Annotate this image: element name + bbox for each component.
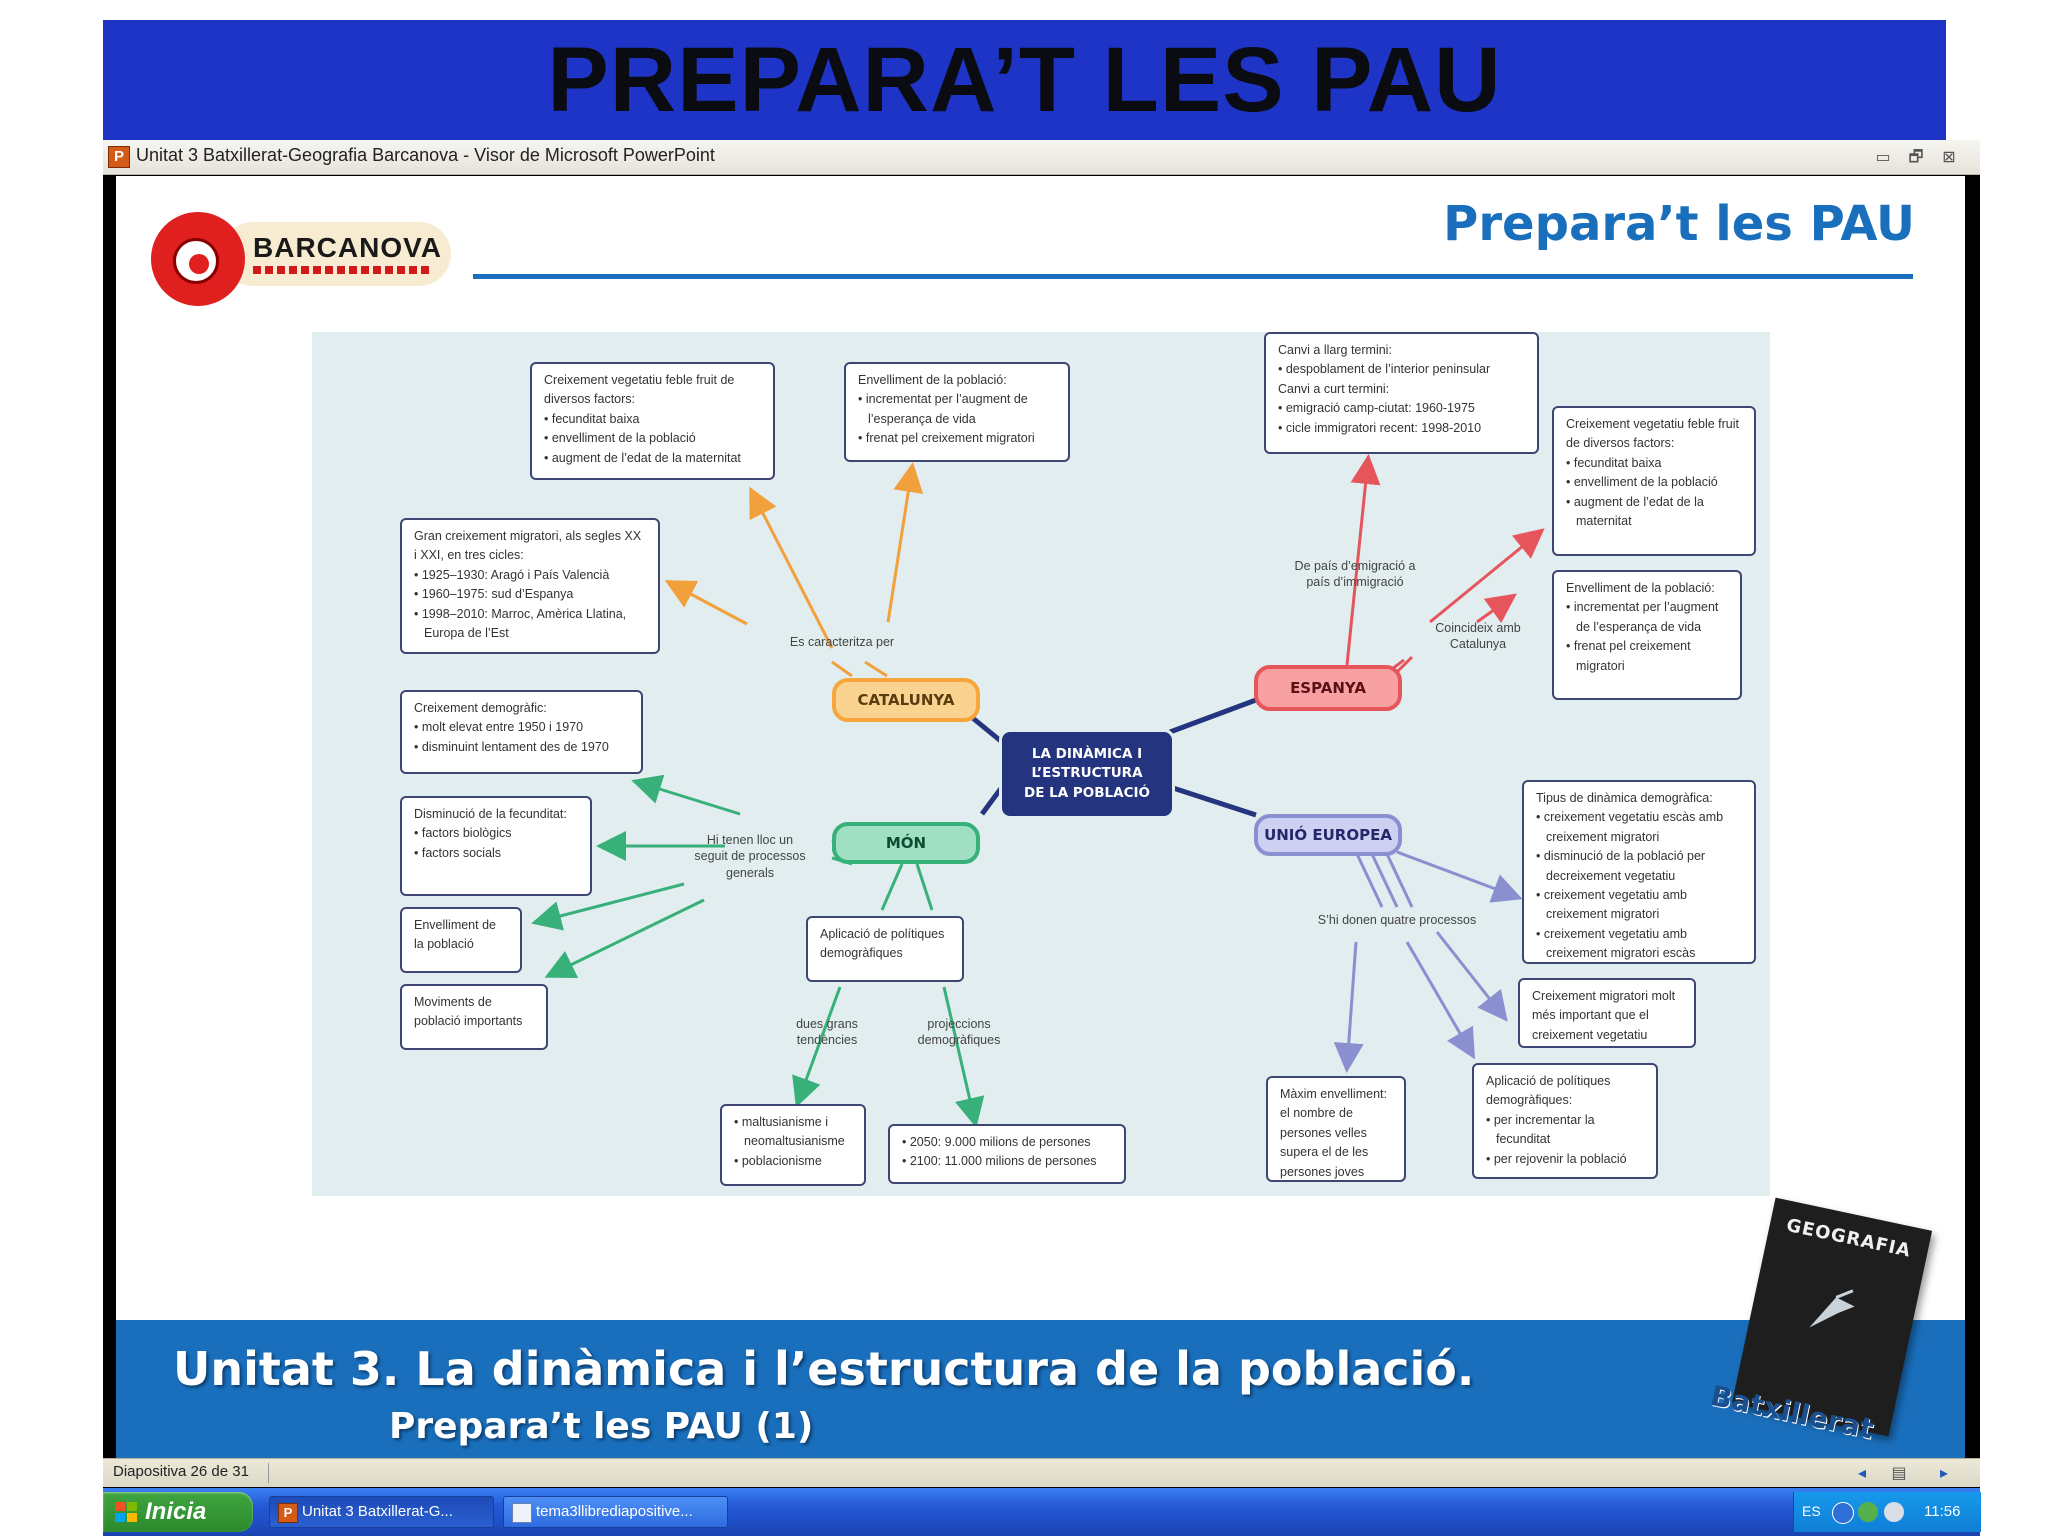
logo-text: BARCANOVA	[253, 232, 442, 263]
box-mon-fecunditat: Disminució de la fecunditat: • factors biològics • factors socials	[400, 796, 592, 896]
center-topic: LA DINÀMICA I L’ESTRUCTURA DE LA POBLACIÓ	[1002, 732, 1172, 816]
label-dues-tendencies: dues grans tendències	[796, 1017, 858, 1048]
node-unio-europea: UNIÓ EUROPEA	[1254, 814, 1402, 856]
heading-rule	[473, 274, 1913, 279]
box-esp-envelliment: Envelliment de la població: • incrementat per l’augment de l’esperança de vida • frenat pel creixement migratori	[1552, 570, 1742, 700]
window-titlebar[interactable]	[103, 140, 1980, 175]
taskbar-item-label: Unitat 3 Batxillerat-G...	[302, 1503, 453, 1520]
box-mon-moviments: Moviments de població importants	[400, 984, 548, 1050]
slide-footer-title: Unitat 3. La dinàmica i l’estructura de la població.	[173, 1342, 1475, 1396]
book-title: GEOGRAFIA	[1784, 1214, 1913, 1262]
tray-app-icon[interactable]	[1884, 1502, 1904, 1522]
box-ue-creixement-migratori: Creixement migratori molt més important que el creixement vegetatiu	[1518, 978, 1696, 1048]
slide-counter: Diapositiva 26 de 31	[113, 1463, 249, 1480]
book-illustration-icon	[1797, 1277, 1868, 1348]
system-tray	[1793, 1492, 1981, 1532]
slide-menu-icon[interactable]: ▤	[1891, 1463, 1907, 1482]
taskbar-item-label: tema3llibrediapositive...	[536, 1503, 693, 1520]
box-mon-projeccions: • 2050: 9.000 milions de persones • 2100: 11.000 milions de persones	[888, 1124, 1126, 1184]
powerpoint-icon: P	[108, 146, 130, 168]
windows-logo-icon	[115, 1502, 137, 1522]
label-emigracio-immigracio: De país d’emigració a país d’immigració	[1294, 559, 1416, 590]
language-indicator[interactable]: ES	[1802, 1503, 1821, 1519]
restore-button[interactable]: 🗗	[1908, 147, 1924, 166]
box-mon-tendencies: • maltusianisme i neomaltusianisme • poblacionisme	[720, 1104, 866, 1186]
box-mon-creixement-demografic: Creixement demogràfic: • molt elevat entre 1950 i 1970 • disminuint lentament des de 1970	[400, 690, 643, 774]
box-ue-politiques: Aplicació de polítiques demogràfiques: • per incrementar la fecunditat • per rejovenir la població	[1472, 1063, 1658, 1179]
box-mon-politiques: Aplicació de polítiques demogràfiques	[806, 916, 964, 982]
close-button[interactable]: ⊠	[1942, 147, 1956, 166]
slide-footer-subtitle: Prepara’t les PAU (1)	[389, 1406, 814, 1447]
box-mon-envelliment: Envelliment de la població	[400, 907, 522, 973]
tray-expand-icon[interactable]	[1832, 1502, 1854, 1524]
box-esp-canvis: Canvi a llarg termini: • despoblament de l’interior peninsular Canvi a curt termini: • emigració camp-ciutat: 1960-1975 • cicle immigratori recent: 1998-2010	[1264, 332, 1539, 454]
cercle-educadors-logo-icon	[151, 212, 245, 306]
label-processos-generals: Hi tenen lloc un seguit de processos generals	[694, 833, 806, 880]
barcanova-logo	[151, 208, 471, 304]
status-divider	[268, 1463, 269, 1483]
slide-heading: Prepara’t les PAU	[1443, 196, 1915, 252]
node-catalunya: CATALUNYA	[832, 678, 980, 722]
box-esp-creixement-vegetatiu: Creixement vegetatiu feble fruit de diversos factors: • fecunditat baixa • envelliment de la població • augment de l’edat de la maternitat	[1552, 406, 1756, 556]
label-es-caracteritza: Es caracteritza per	[789, 635, 895, 649]
next-slide-icon[interactable]: ▸	[1939, 1463, 1949, 1482]
start-button[interactable]	[103, 1492, 253, 1532]
powerpoint-viewer-window	[103, 140, 1980, 1536]
label-quatre-processos: S’hi donen quatre processos	[1317, 913, 1477, 927]
box-ue-envelliment: Màxim envelliment: el nombre de persones velles supera el de les persones joves	[1266, 1076, 1406, 1182]
windows-taskbar	[103, 1488, 1980, 1536]
network-icon[interactable]	[1858, 1502, 1878, 1522]
status-bar	[103, 1458, 1980, 1487]
banner-title: PREPARA’T LES PAU	[547, 28, 1502, 131]
powerpoint-icon: P	[278, 1503, 298, 1523]
window-title: Unitat 3 Batxillerat-Geografia Barcanova - Visor de Microsoft PowerPoint	[136, 145, 715, 165]
start-label: Inicia	[145, 1498, 207, 1525]
mind-map	[312, 332, 1770, 1196]
box-cat-creixement-migratori: Gran creixement migratori, als segles XX i XXI, en tres cicles: • 1925–1930: Aragó i País Valencià • 1960–1975: sud d’Espanya • 1998–2010: Marroc, Amèrica Llatina, Europa de l’Est	[400, 518, 660, 654]
clock[interactable]: 11:56	[1924, 1503, 1961, 1520]
node-mon: MÓN	[832, 822, 980, 864]
document-icon	[512, 1503, 532, 1523]
slide-canvas[interactable]	[116, 176, 1965, 1458]
logo-wave-decoration	[253, 266, 433, 274]
node-espanya: ESPANYA	[1254, 665, 1402, 711]
label-projeccions: projeccions demogràfiques	[917, 1017, 1001, 1048]
previous-slide-icon[interactable]: ◂	[1857, 1463, 1867, 1482]
box-cat-envelliment: Envelliment de la població: • incrementat per l’augment de l’esperança de vida • frenat pel creixement migratori	[844, 362, 1070, 462]
taskbar-item-document[interactable]	[503, 1496, 728, 1528]
book-series: Batxillerat	[1707, 1378, 1877, 1446]
taskbar-item-powerpoint[interactable]	[269, 1496, 494, 1528]
box-cat-creixement-vegetatiu: Creixement vegetatiu feble fruit de diversos factors: • fecunditat baixa • envelliment de la població • augment de l’edat de la maternitat	[530, 362, 775, 480]
box-ue-tipus-dinamica: Tipus de dinàmica demogràfica: • creixement vegetatiu escàs amb creixement migratori • disminució de la població per decreixement vegetatiu • creixement vegetatiu amb creixement migratori • creixement vegetatiu amb creixement migratori escàs	[1522, 780, 1756, 964]
minimize-button[interactable]: ▭	[1875, 147, 1891, 166]
top-banner	[103, 20, 1946, 140]
label-coincideix: Coincideix amb Catalunya	[1435, 621, 1521, 652]
